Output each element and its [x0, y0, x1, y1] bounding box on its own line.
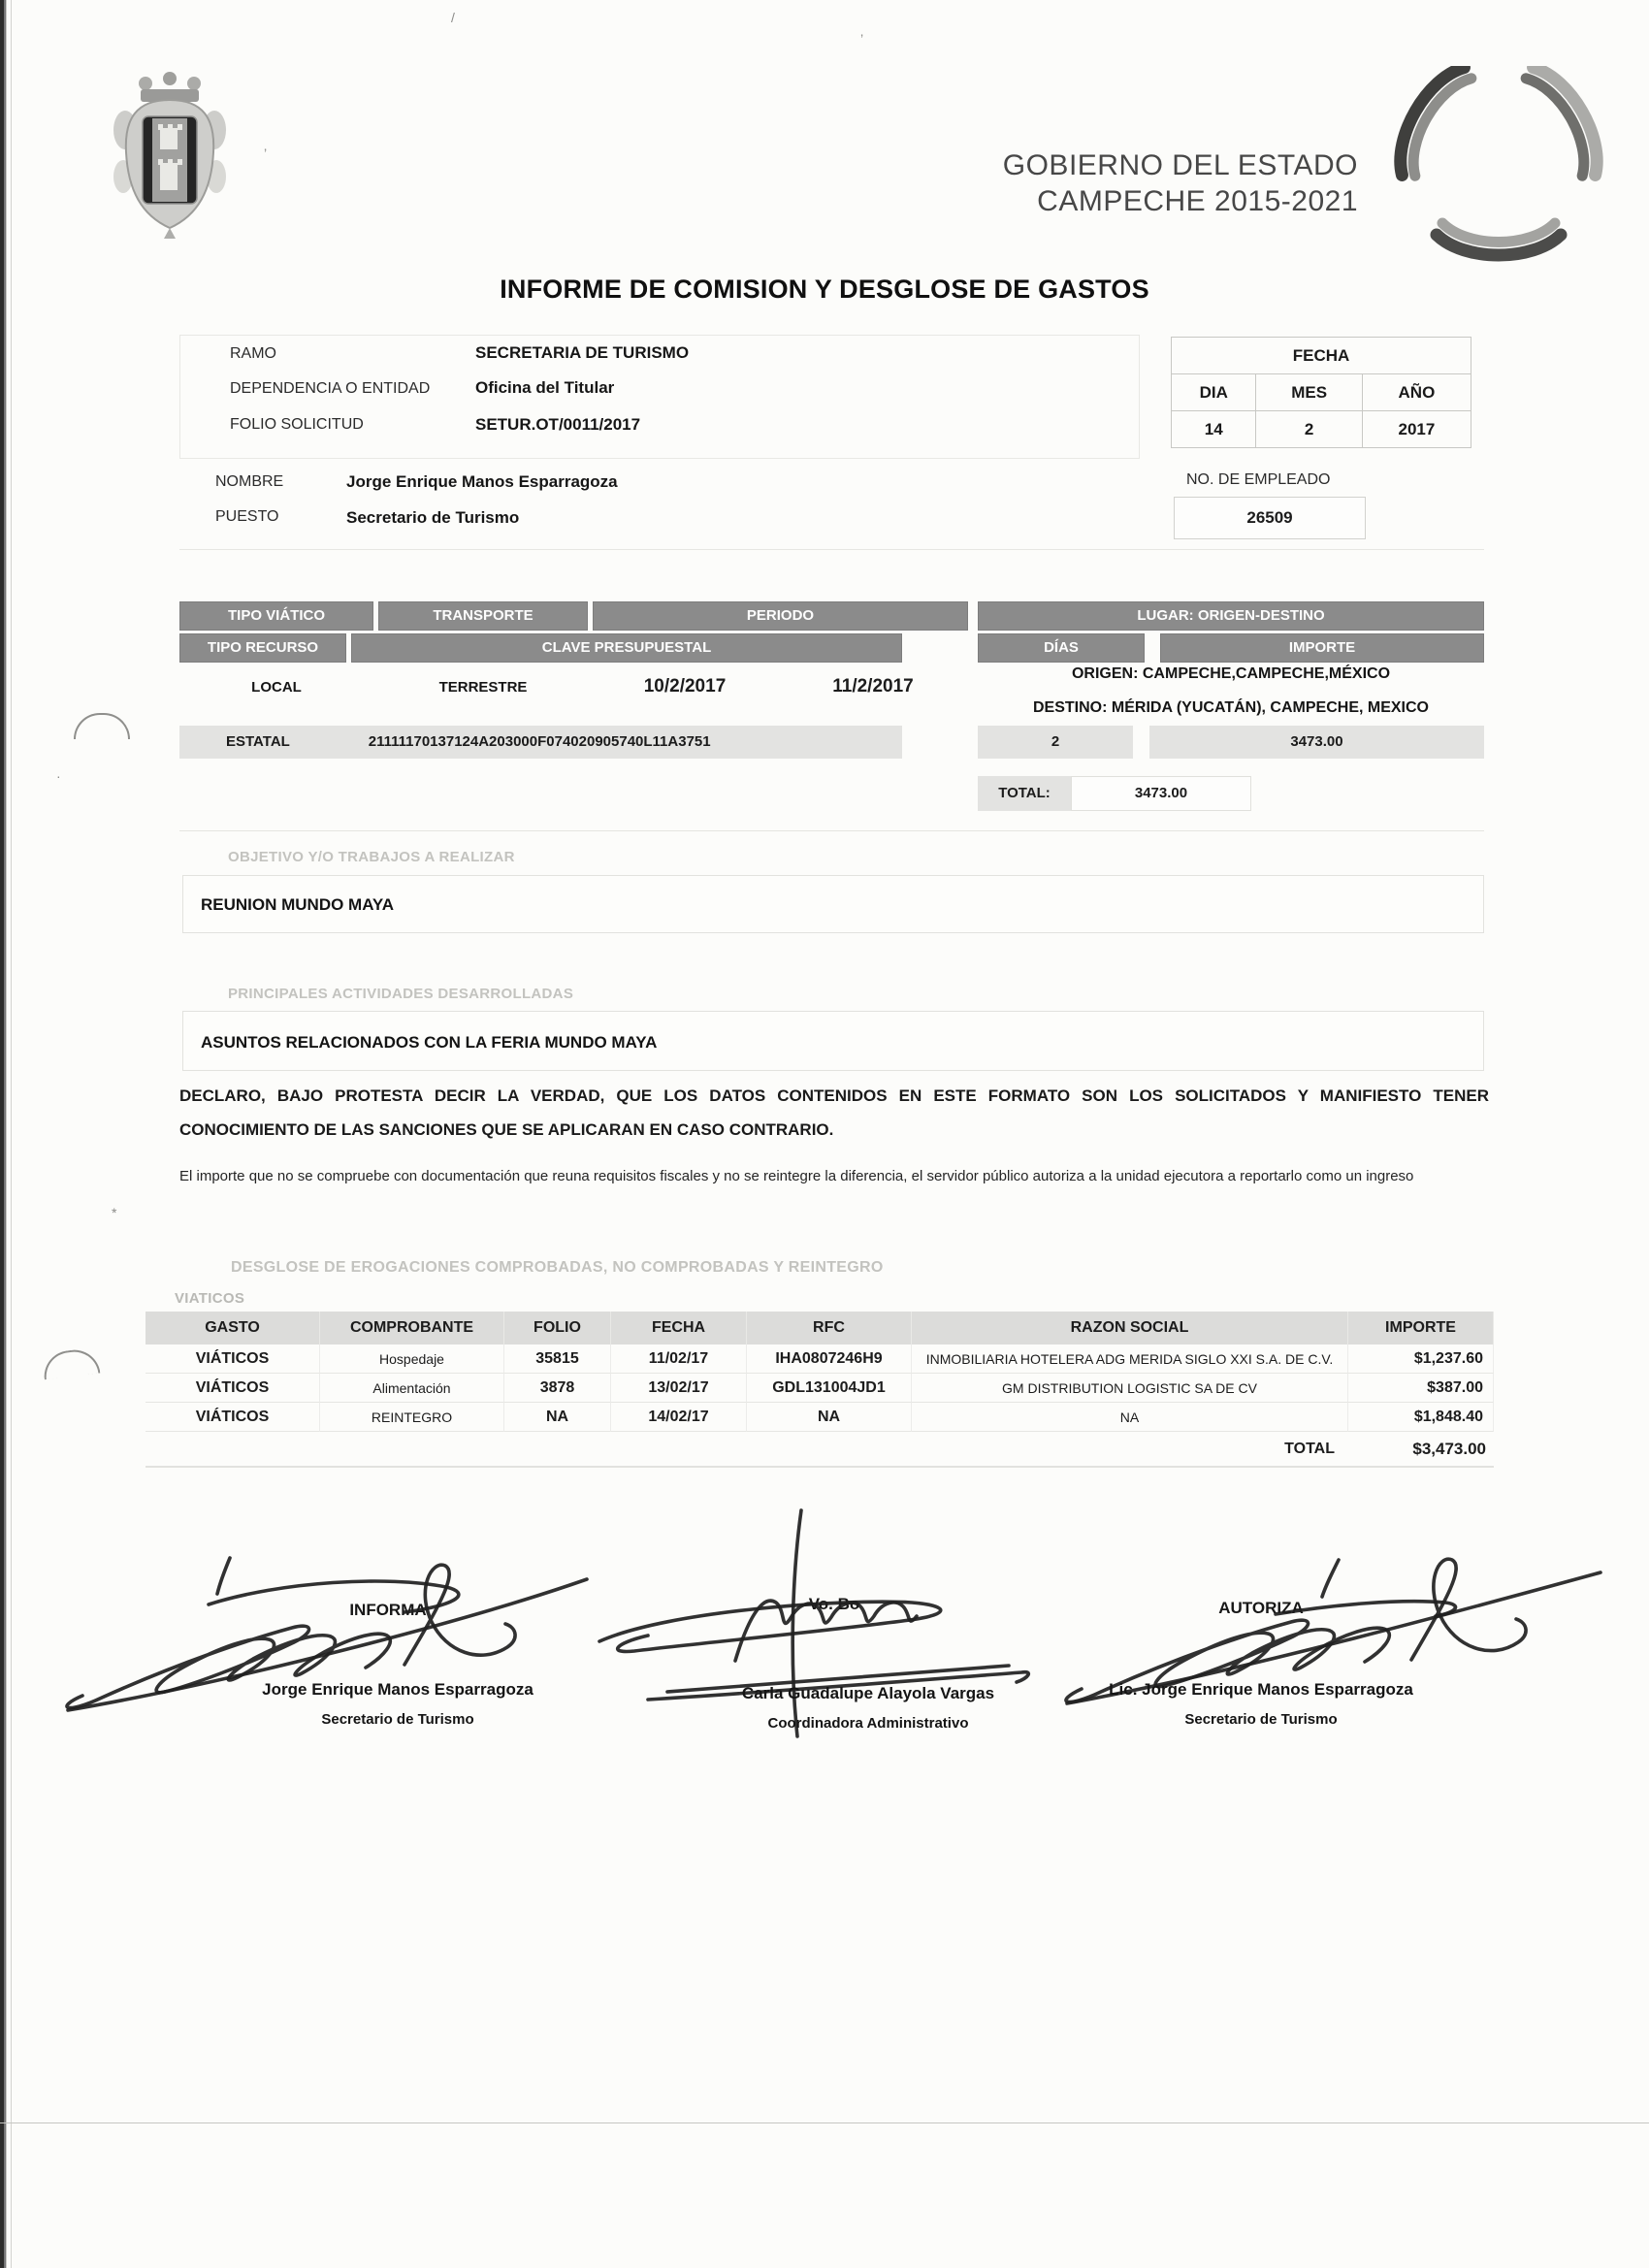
- cell-razon-social: NA: [912, 1403, 1348, 1432]
- table-bottom-line: [179, 830, 1484, 831]
- actividades-label: PRINCIPALES ACTIVIDADES DESARROLLADAS: [228, 986, 574, 1002]
- col-importe: IMPORTE: [1348, 1312, 1494, 1345]
- cell-gasto: VIÁTICOS: [146, 1345, 320, 1374]
- desglose-total-value: $3,473.00: [1348, 1432, 1494, 1467]
- section-divider: [179, 549, 1484, 550]
- puesto-value: Secretario de Turismo: [346, 508, 520, 527]
- fecha-mes-label: MES: [1256, 374, 1362, 411]
- header-clave: CLAVE PRESUPUESTAL: [351, 633, 902, 663]
- folio-value: SETUR.OT/0011/2017: [475, 415, 641, 434]
- col-fecha: FECHA: [611, 1312, 747, 1345]
- col-gasto: GASTO: [146, 1312, 320, 1345]
- scan-speck: ·: [56, 768, 61, 784]
- firma-autoriza-nombre: Lic. Jorge Enrique Manos Esparragoza: [1109, 1680, 1413, 1699]
- cell-folio: 35815: [504, 1345, 611, 1374]
- scan-speck: ’: [264, 146, 268, 161]
- viatico-total-label: TOTAL:: [978, 776, 1071, 811]
- header-transporte: TRANSPORTE: [378, 601, 588, 631]
- cell-rfc: IHA0807246H9: [747, 1345, 912, 1374]
- declaracion-parrafo-1: DECLARO, BAJO PROTESTA DECIR LA VERDAD, QUE LOS DATOS CONTENIDOS EN ESTE FORMATO SON LOS SOLICITADOS Y MANIFIESTO TENER CONOCIMIENTO DE LAS SANCIONES QUE SE APLICARAN EN CASO CONTRARIO.: [179, 1086, 1489, 1139]
- firma-informa-nombre: Jorge Enrique Manos Esparragoza: [262, 1680, 534, 1699]
- cell-comprobante: REINTEGRO: [320, 1403, 504, 1432]
- origen-value: ORIGEN: CAMPECHE,CAMPECHE,MÉXICO: [1071, 665, 1391, 682]
- destino-value: DESTINO: MÉRIDA (YUCATÁN), CAMPECHE, MEXICO: [1033, 699, 1429, 716]
- fecha-dia-label: DIA: [1172, 374, 1256, 411]
- fecha-ano-label: AÑO: [1362, 374, 1471, 411]
- firma-autoriza-puesto: Secretario de Turismo: [1184, 1711, 1338, 1728]
- fecha-title: FECHA: [1172, 338, 1471, 374]
- periodo-inicio-value: 10/2/2017: [643, 676, 727, 697]
- desglose-header-row: [146, 1312, 1494, 1345]
- government-wordmark: [989, 147, 1358, 219]
- tipo-recurso-row: [179, 726, 902, 759]
- firma-vobo-nombre: Carla Guadalupe Alayola Vargas: [741, 1684, 995, 1702]
- header-lugar: LUGAR: ORIGEN-DESTINO: [978, 601, 1484, 631]
- cell-fecha: 13/02/17: [611, 1374, 747, 1403]
- cell-comprobante: Alimentación: [320, 1374, 504, 1403]
- firma-informa-label: INFORMA: [349, 1601, 427, 1619]
- desglose-row-alimentacion: [146, 1374, 1494, 1403]
- clave-value: 21111170137124A203000F074020905740L11A3751: [368, 733, 711, 750]
- scan-speck: /: [451, 10, 455, 25]
- tipo-recurso-value: ESTATAL: [226, 733, 290, 750]
- page-title: INFORME DE COMISION Y DESGLOSE DE GASTOS: [500, 275, 1149, 304]
- cell-importe: $1,237.60: [1348, 1345, 1494, 1374]
- cell-razon-social: GM DISTRIBUTION LOGISTIC SA DE CV: [912, 1374, 1348, 1403]
- desglose-title: DESGLOSE DE EROGACIONES COMPROBADAS, NO COMPROBADAS Y REINTEGRO: [231, 1259, 884, 1276]
- tipo-viatico-value: LOCAL: [251, 679, 302, 696]
- scan-speck: ’: [860, 31, 864, 47]
- cell-folio: NA: [504, 1403, 611, 1432]
- scan-bottom-line: [0, 2122, 1649, 2123]
- folio-label: FOLIO SOLICITUD: [230, 416, 364, 433]
- firma-vobo-puesto: Coordinadora Administrativo: [767, 1715, 969, 1732]
- periodo-fin-value: 11/2/2017: [832, 676, 914, 697]
- puesto-label: PUESTO: [215, 508, 279, 525]
- cell-fecha: 11/02/17: [611, 1345, 747, 1374]
- header-tipo-viatico: TIPO VIÁTICO: [179, 601, 373, 631]
- ramo-value: SECRETARIA DE TURISMO: [475, 343, 690, 362]
- firma-informa-puesto: Secretario de Turismo: [321, 1711, 474, 1728]
- col-razon-social: RAZON SOCIAL: [912, 1312, 1348, 1345]
- col-rfc: RFC: [747, 1312, 912, 1345]
- cell-razon-social: INMOBILIARIA HOTELERA ADG MERIDA SIGLO XXI S.A. DE C.V.: [912, 1345, 1348, 1374]
- viatico-total-value: 3473.00: [1071, 776, 1251, 811]
- objetivo-label: OBJETIVO Y/O TRABAJOS A REALIZAR: [228, 849, 515, 865]
- objetivo-box: [182, 875, 1484, 933]
- importe-value: 3473.00: [1149, 726, 1484, 759]
- government-wordmark-line1: GOBIERNO DEL ESTADO: [1002, 149, 1358, 181]
- actividades-value: ASUNTOS RELACIONADOS CON LA FERIA MUNDO MAYA: [201, 1033, 658, 1052]
- col-folio: FOLIO: [504, 1312, 611, 1345]
- cell-gasto: VIÁTICOS: [146, 1374, 320, 1403]
- cell-comprobante: Hospedaje: [320, 1345, 504, 1374]
- desglose-total-label: TOTAL: [912, 1432, 1348, 1467]
- transporte-value: TERRESTRE: [438, 679, 528, 696]
- cell-rfc: NA: [747, 1403, 912, 1432]
- header-tipo-recurso: TIPO RECURSO: [179, 633, 346, 663]
- firma-autoriza-label: AUTORIZA: [1218, 1599, 1304, 1617]
- cell-importe: $1,848.40: [1348, 1403, 1494, 1432]
- scan-speck: *: [112, 1205, 117, 1220]
- punch-hole-mark-top: [74, 713, 130, 739]
- dias-value: 2: [978, 726, 1133, 759]
- fecha-dia-value: 14: [1172, 411, 1256, 448]
- desglose-total-row: [146, 1432, 1494, 1467]
- declaracion-parrafo-2: El importe que no se compruebe con documentación que reuna requisitos fiscales y no se reintegre la diferencia, el servidor público autoriza a la unidad ejecutora a reportarlo como un ingreso: [179, 1168, 1414, 1184]
- ramo-label: RAMO: [230, 345, 276, 362]
- nombre-value: Jorge Enrique Manos Esparragoza: [346, 472, 618, 491]
- dependencia-value: Oficina del Titular: [475, 378, 615, 397]
- cell-folio: 3878: [504, 1374, 611, 1403]
- campeche-coat-of-arms: [100, 68, 241, 247]
- campeche-triskelion-logo: [1385, 66, 1613, 265]
- cell-gasto: VIÁTICOS: [146, 1403, 320, 1432]
- dependencia-label: DEPENDENCIA O ENTIDAD: [230, 380, 431, 397]
- empleado-label: NO. DE EMPLEADO: [1186, 471, 1331, 488]
- header-importe: IMPORTE: [1160, 633, 1484, 663]
- col-comprobante: COMPROBANTE: [320, 1312, 504, 1345]
- scan-edge-strip: [0, 0, 7, 2268]
- desglose-row-hospedaje: [146, 1345, 1494, 1374]
- objetivo-value: REUNION MUNDO MAYA: [201, 895, 394, 914]
- nombre-label: NOMBRE: [215, 473, 284, 490]
- fecha-mes-value: 2: [1256, 411, 1362, 448]
- fecha-ano-value: 2017: [1362, 411, 1471, 448]
- cell-importe: $387.00: [1348, 1374, 1494, 1403]
- desglose-subtitle: VIATICOS: [175, 1290, 245, 1307]
- fecha-table: [1171, 337, 1471, 448]
- firma-vobo-label: Vo. Bo: [808, 1595, 860, 1613]
- empleado-value-box: 26509: [1174, 497, 1366, 539]
- header-periodo: PERIODO: [593, 601, 968, 631]
- desglose-row-reintegro: [146, 1403, 1494, 1432]
- government-wordmark-line2: CAMPECHE 2015-2021: [1037, 185, 1358, 217]
- scan-edge-line: [11, 0, 12, 2268]
- desglose-table: [146, 1312, 1494, 1468]
- cell-fecha: 14/02/17: [611, 1403, 747, 1432]
- header-dias: DÍAS: [978, 633, 1145, 663]
- actividades-box: [182, 1011, 1484, 1071]
- punch-hole-mark-bottom: [42, 1347, 101, 1380]
- cell-rfc: GDL131004JD1: [747, 1374, 912, 1403]
